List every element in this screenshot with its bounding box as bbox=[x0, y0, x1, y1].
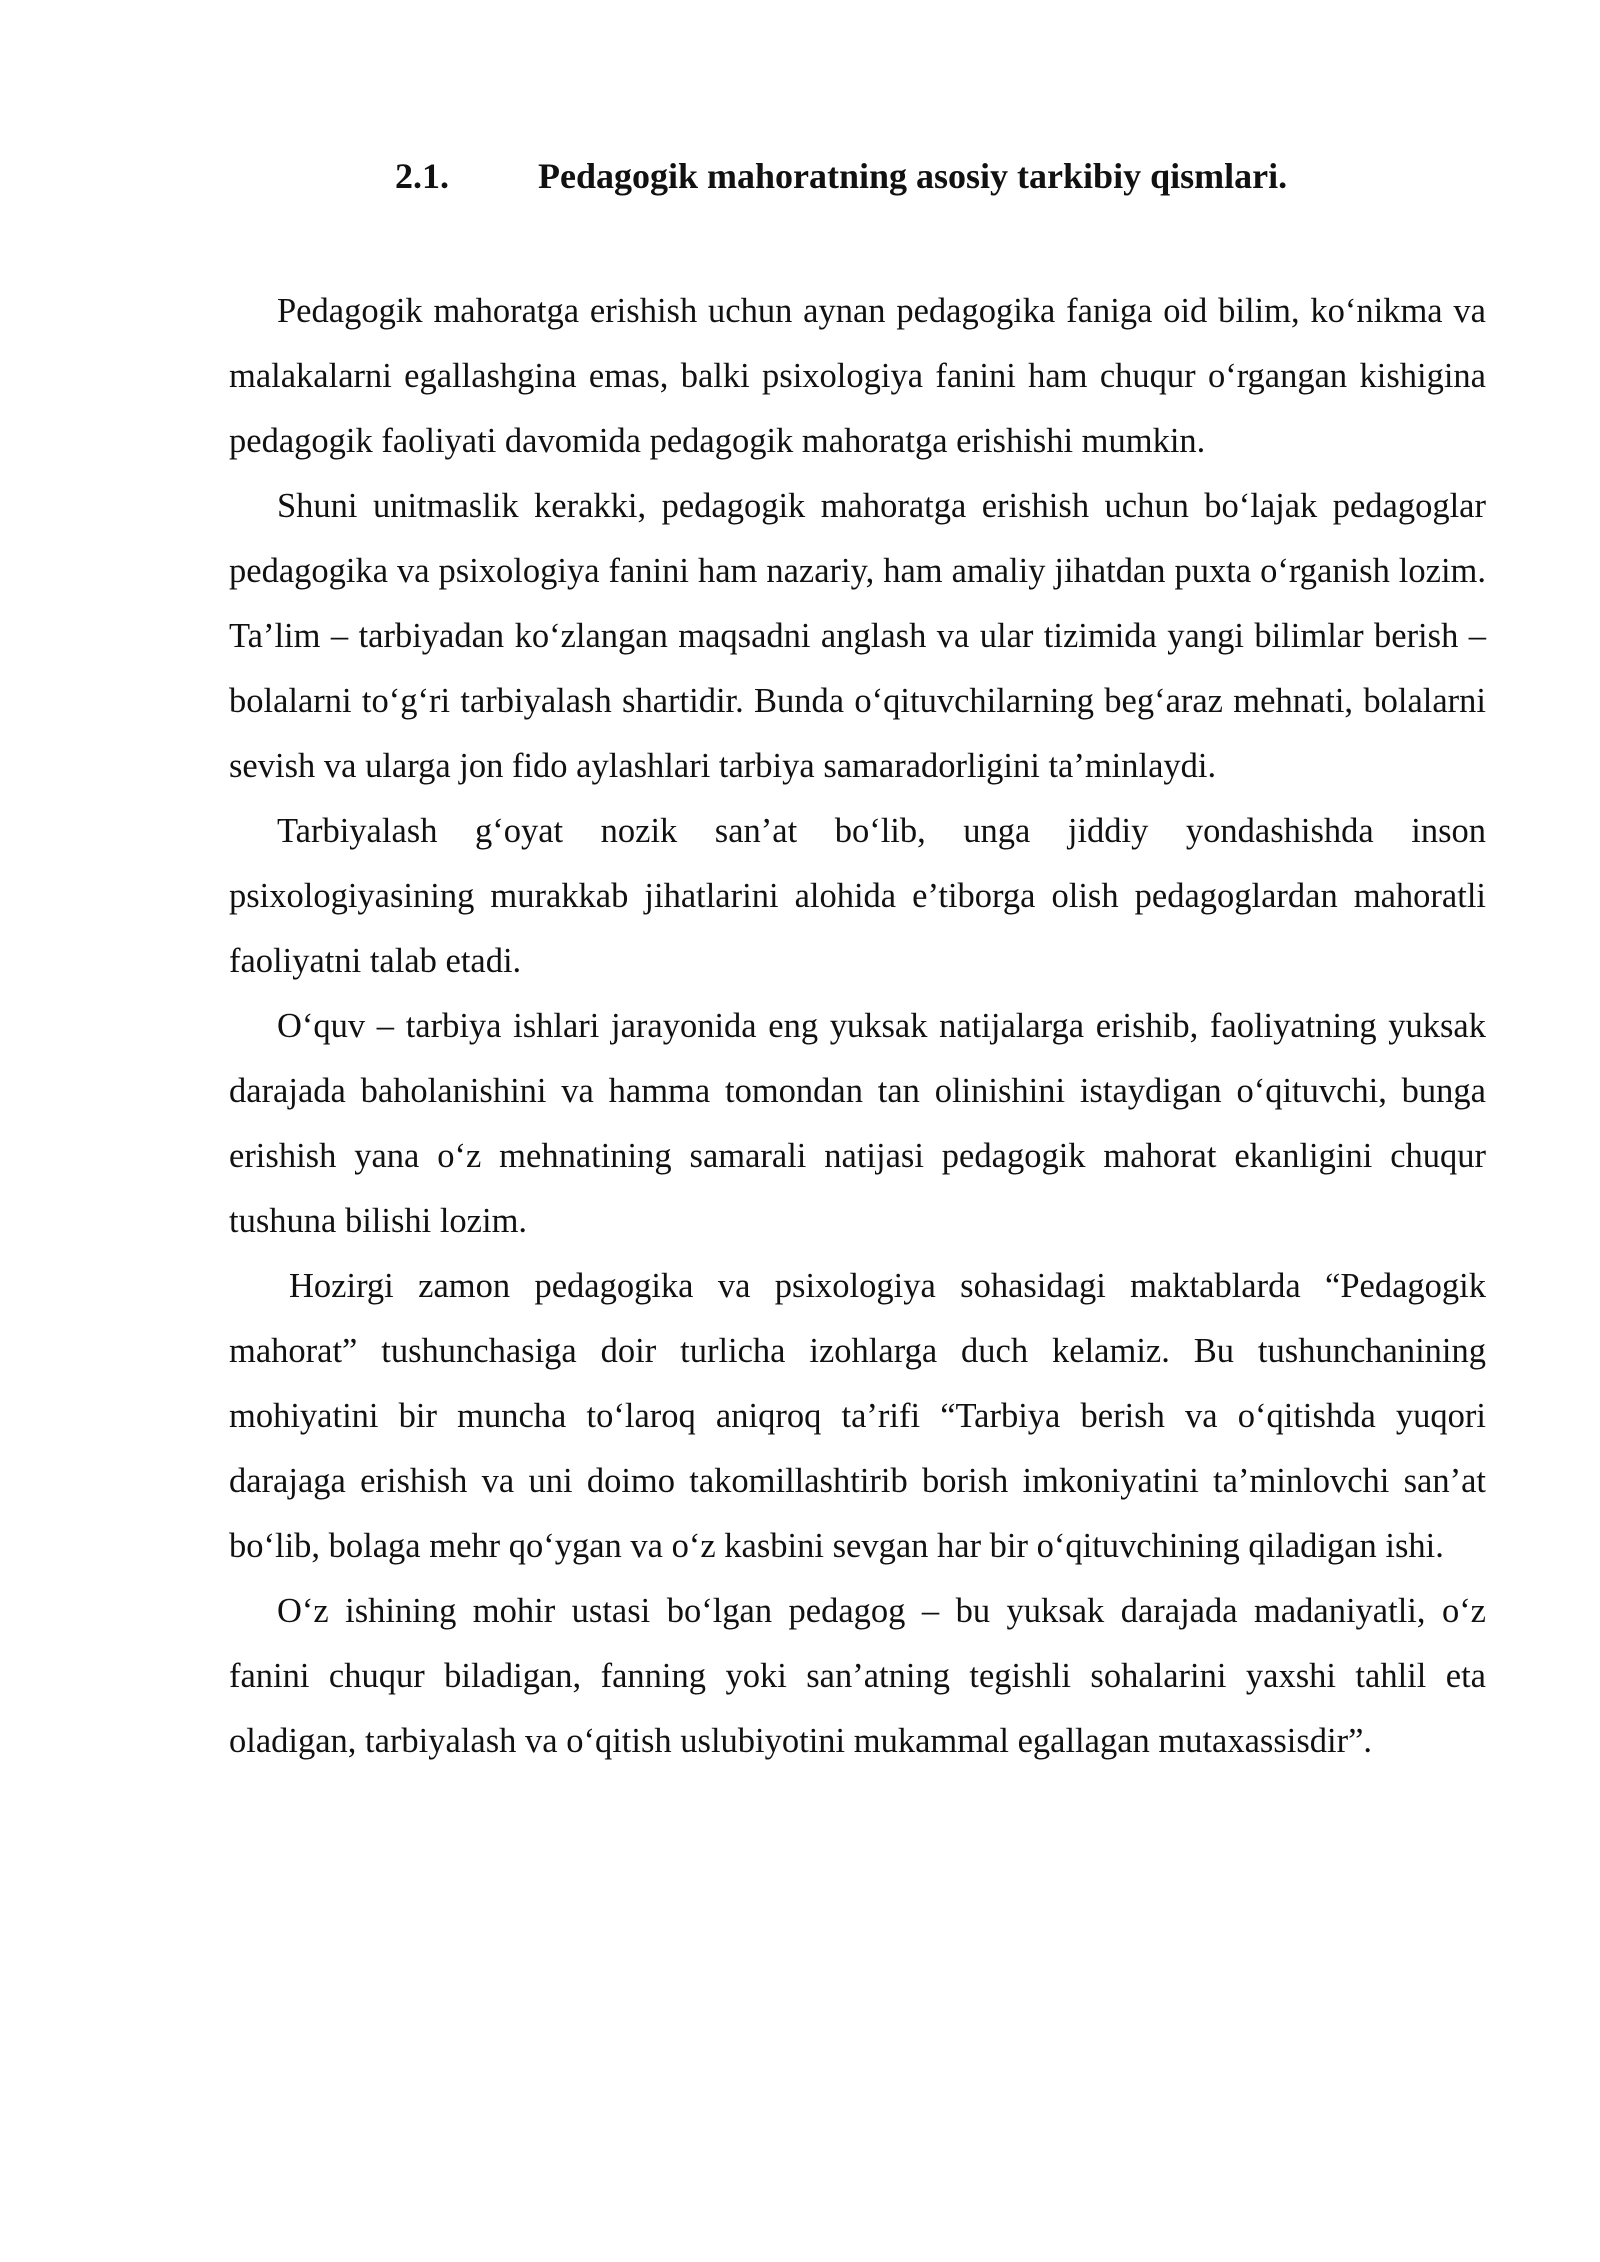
section-number: 2.1. bbox=[395, 156, 449, 196]
paragraph: O‘z ishining mohir ustasi bo‘lgan pedagog – bu yuksak darajada madaniyatli, o‘z fanini chuqur biladigan, fanning yoki san’atning tegishli sohalarini yaxshi tahlil eta oladigan, tarbiyalash va o‘qitish uslubiyotini mukammal egallagan mutaxassisdir”. bbox=[229, 1592, 1486, 1760]
paragraph: Tarbiyalash g‘oyat nozik san’at bo‘lib, unga jiddiy yondashishda inson psixologiyasining murakkab jihatlarini alohida e’tiborga olish pedagoglardan mahoratli faoliyatni talab etadi. bbox=[229, 812, 1486, 980]
paragraph: Hozirgi zamon pedagogika va psixologiya sohasidagi maktablarda “Pedagogik mahorat” tushunchasiga doir turlicha izohlarga duch kelamiz. Bu tushunchanining mohiyatini bir muncha to‘laroq aniqroq ta’rifi “Tarbiya berish va o‘qitishda yuqori darajaga erishish va uni doimo takomillashtirib borish imkoniyatini ta’minlovchi san’at bo‘lib, bolaga mehr qo‘ygan va o‘z kasbini sevgan har bir o‘qituvchining qiladigan ishi. bbox=[229, 1267, 1486, 1565]
paragraph: Pedagogik mahoratga erishish uchun aynan pedagogika faniga oid bilim, ko‘nikma va malakalarni egallashgina emas, balki psixologiya fanini ham chuqur o‘rgangan kishigina pedagogik faoliyati davomida pedagogik mahoratga erishishi mumkin. bbox=[229, 292, 1486, 460]
body-text bbox=[229, 279, 1486, 1774]
section-title: Pedagogik mahoratning asosiy tarkibiy qismlari. bbox=[538, 156, 1288, 196]
paragraph: O‘quv – tarbiya ishlari jarayonida eng yuksak natijalarga erishib, faoliyatning yuksak darajada baholanishini va hamma tomondan tan olinishini istaydigan o‘qituvchi, bunga erishish yana o‘z mehnatining samarali natijasi pedagogik mahorat ekanligini chuqur tushuna bilishi lozim. bbox=[229, 1007, 1486, 1240]
section-heading bbox=[395, 152, 1345, 200]
paragraph: Shuni unitmaslik kerakki, pedagogik mahoratga erishish uchun bo‘lajak pedagoglar pedagogika va psixologiya fanini ham nazariy, ham amaliy jihatdan puxta o‘rganish lozim. Ta’lim – tarbiyadan ko‘zlangan maqsadni anglash va ular tizimida yangi bilimlar berish – bolalarni to‘g‘ri tarbiyalash shartidir. Bunda o‘qituvchilarning beg‘araz mehnati, bolalarni sevish va ularga jon fido aylashlari tarbiya samaradorligini ta’minlaydi. bbox=[229, 487, 1486, 785]
